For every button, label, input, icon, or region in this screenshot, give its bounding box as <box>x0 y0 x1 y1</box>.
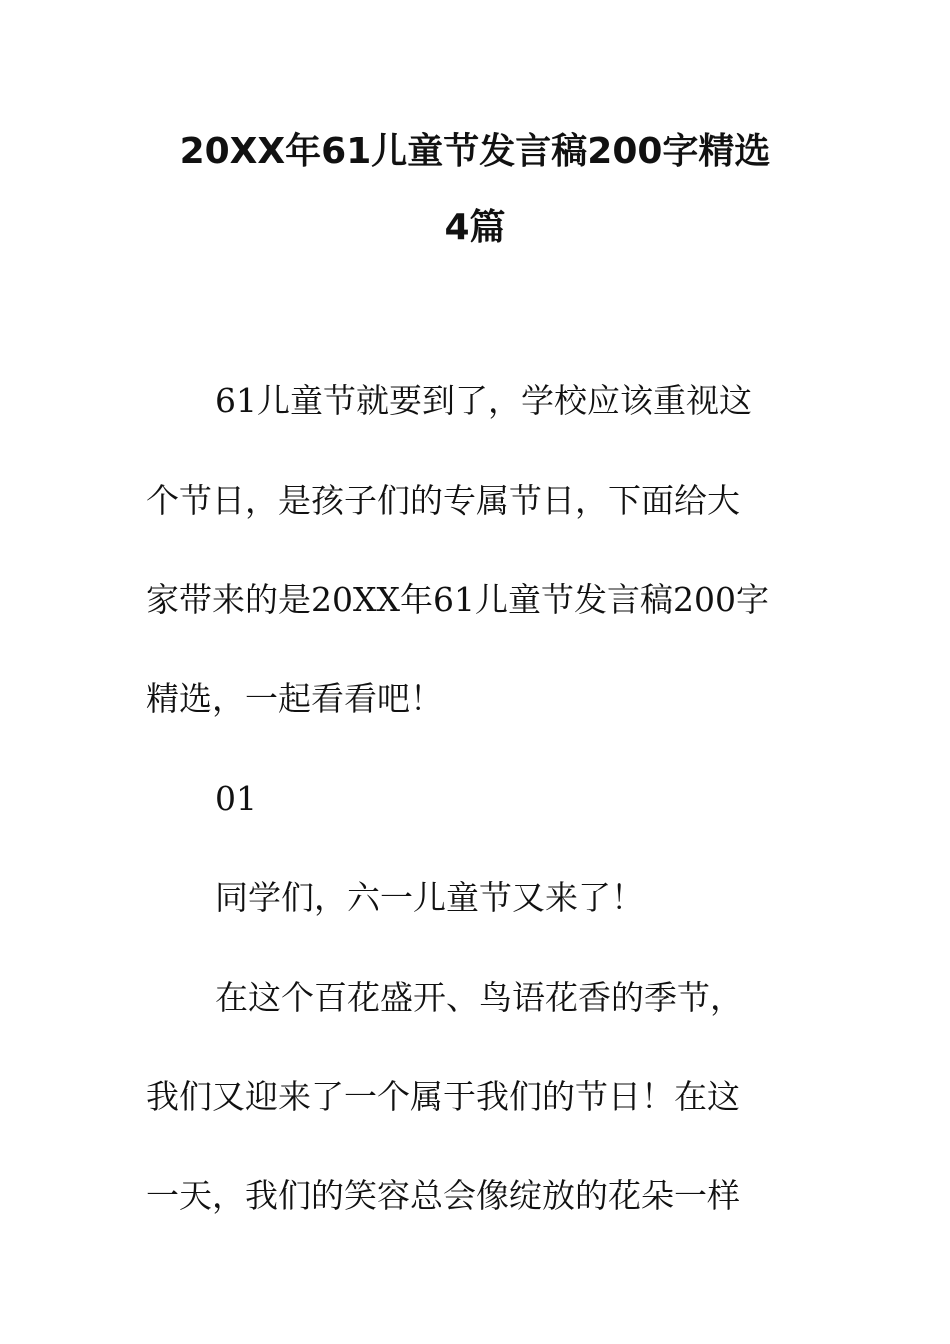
paragraph-line: 我们又迎来了一个属于我们的节日！在这 <box>146 1077 740 1116</box>
paragraph-line: 在这个百花盛开、鸟语花香的季节， <box>215 978 743 1017</box>
paragraph-line: 61儿童节就要到了，学校应该重视这 <box>215 381 752 420</box>
paragraph-line: 家带来的是20XX年61儿童节发言稿200字 <box>146 580 769 619</box>
paragraph-line: 一天，我们的笑容总会像绽放的花朵一样 <box>146 1176 740 1215</box>
paragraph-line: 个节日，是孩子们的专属节日，下面给大 <box>146 481 740 520</box>
section-number: 01 <box>215 779 257 818</box>
document-title-line-2: 4篇 <box>444 207 506 248</box>
document-title-line-1: 20XX年61儿童节发言稿200字精选 <box>179 131 771 172</box>
paragraph-line: 同学们，六一儿童节又来了！ <box>215 878 644 917</box>
paragraph-line: 精选，一起看看吧！ <box>146 679 443 718</box>
